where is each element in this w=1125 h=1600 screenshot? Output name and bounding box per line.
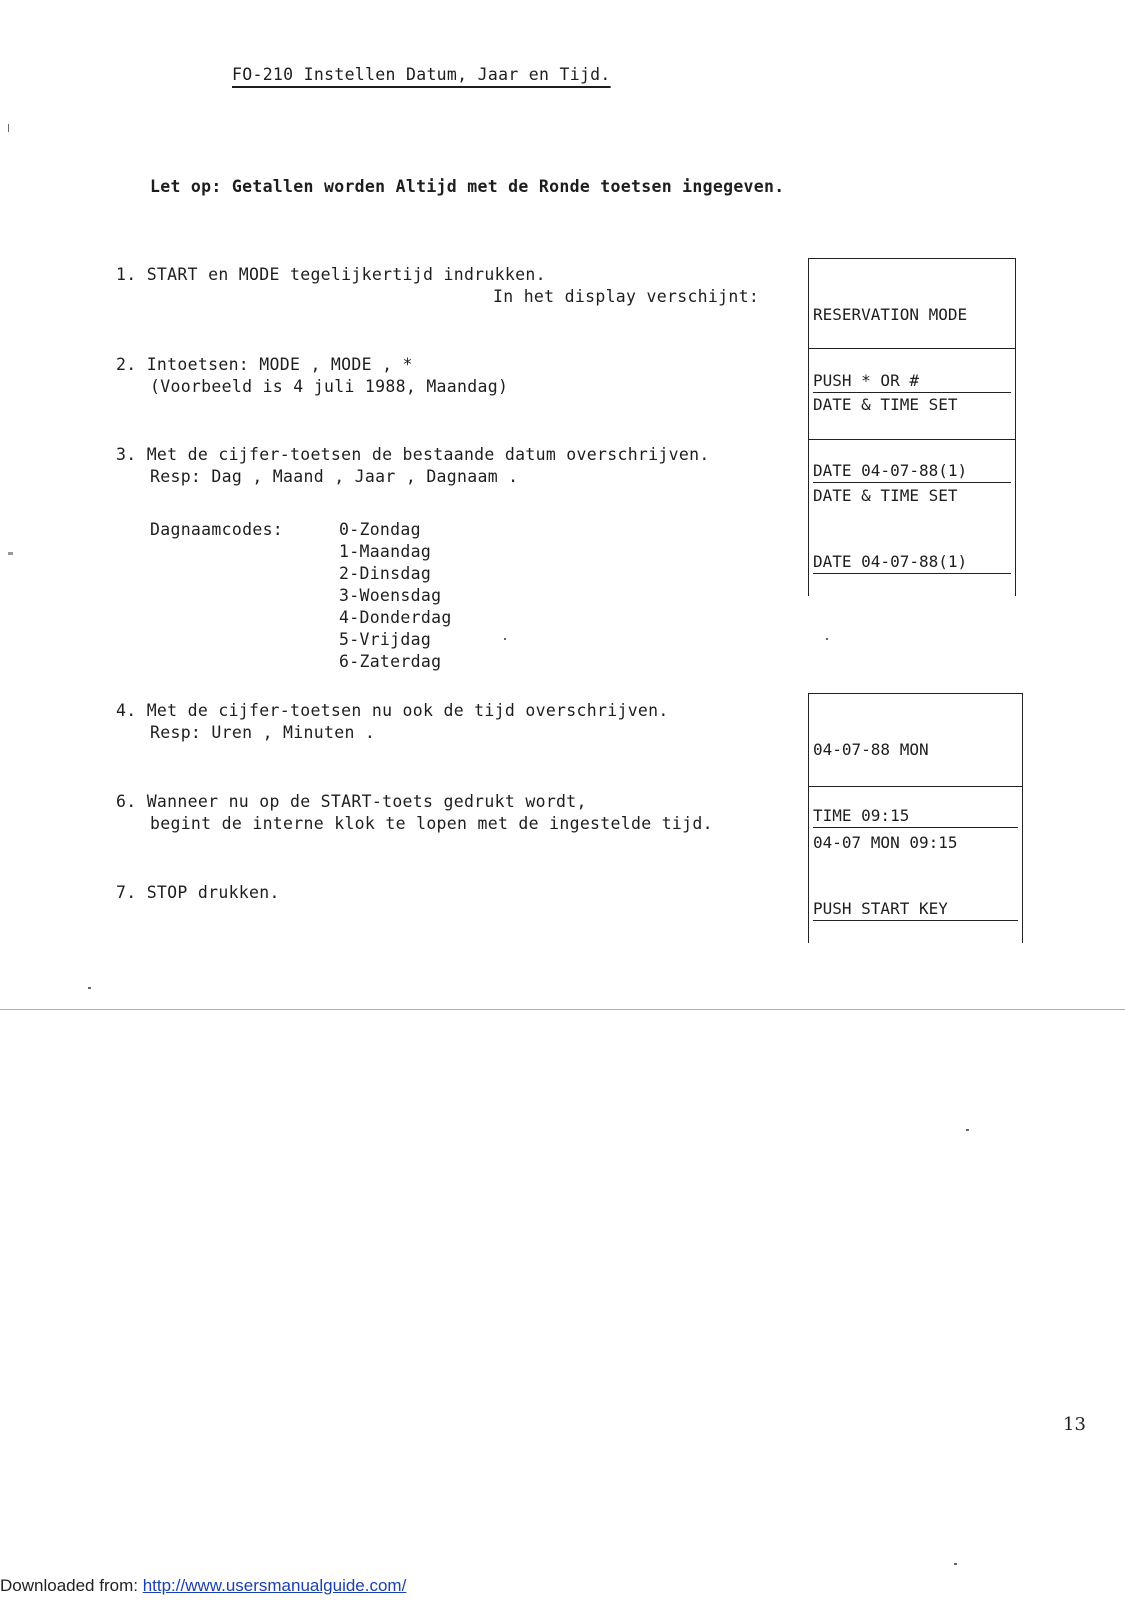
step-4-line-2: Resp: Uren , Minuten .	[150, 723, 376, 742]
note-text: Let op: Getallen worden Altijd met de Ronde toetsen ingegeven.	[150, 177, 785, 196]
daycode-4: 4-Donderdag	[339, 608, 452, 627]
scan-speck	[966, 1129, 969, 1131]
display-2-row-1: DATE & TIME SET	[813, 395, 958, 414]
display-6	[808, 786, 1023, 943]
scan-speck	[504, 638, 506, 640]
display-1-row-2: PUSH * OR #	[813, 370, 1011, 393]
step-6-line-2: begint de interne klok te lopen met de ingestelde tijd.	[150, 814, 713, 833]
scan-speck	[88, 987, 91, 989]
display-2-row-2: DATE 04-07-88(1)	[813, 460, 1011, 483]
step-3-line-2: Resp: Dag , Maand , Jaar , Dagnaam .	[150, 467, 519, 486]
daycode-6: 6-Zaterdag	[339, 652, 442, 671]
daycode-5: 5-Vrijdag	[339, 630, 432, 649]
display-6-row-1: 04-07 MON 09:15	[813, 833, 958, 852]
step-2-line-2: (Voorbeeld is 4 juli 1988, Maandag)	[150, 377, 509, 396]
step-1-line-2: In het display verschijnt:	[493, 287, 760, 306]
display-1-row-1: RESERVATION MODE	[813, 305, 968, 324]
display-3-row-1: DATE & TIME SET	[813, 486, 958, 505]
daycode-0: 0-Zondag	[339, 520, 421, 539]
step-7-line-1: 7. STOP drukken.	[116, 883, 280, 902]
display-6-row-2: PUSH START KEY	[813, 898, 1018, 921]
daycode-1: 1-Maandag	[339, 542, 432, 561]
daycode-2: 2-Dinsdag	[339, 564, 432, 583]
step-2-line-1: 2. Intoetsen: MODE , MODE , *	[116, 355, 413, 374]
display-4-row-2: TIME 09:15	[813, 805, 1018, 828]
horizontal-rule	[0, 1009, 1125, 1010]
step-6-line-1: 6. Wanneer nu op de START-toets gedrukt wordt,	[116, 792, 587, 811]
scan-speck	[8, 124, 9, 132]
scan-speck	[8, 552, 13, 555]
daycodes-label: Dagnaamcodes:	[150, 520, 284, 539]
download-footer-link[interactable]: http://www.usersmanualguide.com/	[142, 1576, 407, 1595]
step-3-line-1: 3. Met de cijfer-toetsen de bestaande datum overschrijven.	[116, 445, 710, 464]
display-4-row-1: 04-07-88 MON	[813, 740, 929, 759]
page-number: 13	[1063, 1414, 1086, 1435]
download-footer-label: Downloaded from:	[0, 1576, 143, 1595]
step-4-line-1: 4. Met de cijfer-toetsen nu ook de tijd overschrijven.	[116, 701, 669, 720]
page-title: FO-210 Instellen Datum, Jaar en Tijd.	[232, 65, 611, 84]
display-3-row-2: DATE 04-07-88(1)	[813, 551, 1011, 574]
download-footer	[0, 1576, 406, 1596]
scan-speck	[826, 638, 828, 640]
scan-speck	[954, 1563, 957, 1565]
display-3	[808, 439, 1016, 596]
daycode-3: 3-Woensdag	[339, 586, 442, 605]
step-1-line-1: 1. START en MODE tegelijkertijd indrukken.	[116, 265, 546, 284]
